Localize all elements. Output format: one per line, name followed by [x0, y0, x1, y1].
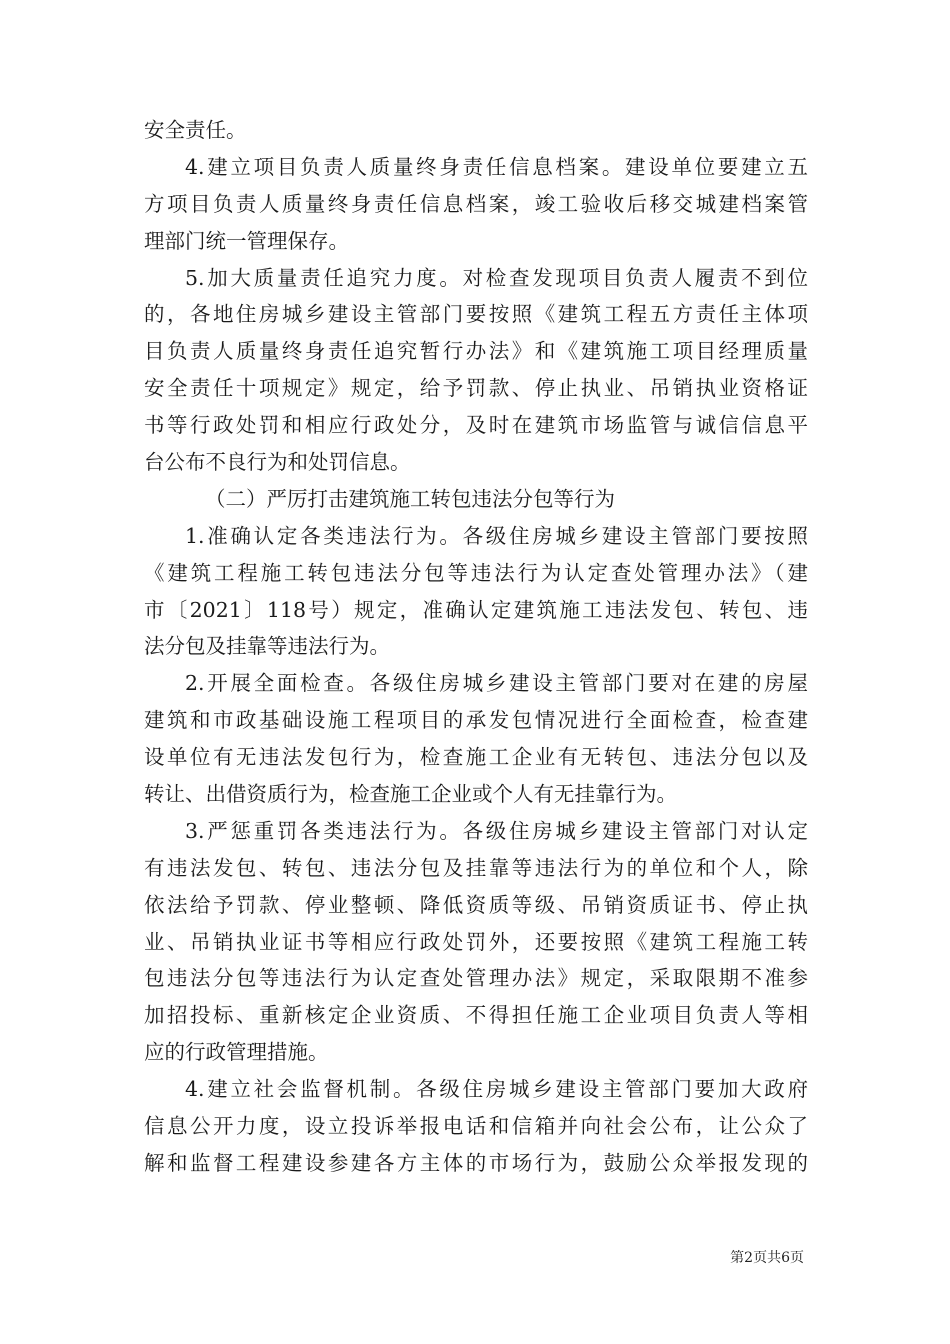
text-line: 加招投标、重新核定企业资质、不得担任施工企业项目负责人等相: [144, 1003, 808, 1028]
text-line: 1.准确认定各类违法行为。各级住房城乡建设主管部门要按照: [185, 523, 808, 548]
text-line: 5.加大质量责任追究力度。对检查发现项目负责人履责不到位: [185, 265, 808, 290]
section-heading: [144, 481, 808, 518]
text-line: 方项目负责人质量终身责任信息档案，竣工验收后移交城建档案管: [144, 191, 808, 216]
text-line: 信息公开力度，设立投诉举报电话和信箱并向社会公布，让公众了: [144, 1114, 808, 1139]
text-line: 2.开展全面检查。各级住房城乡建设主管部门要对在建的房屋: [185, 671, 808, 696]
text-line: 目负责人质量终身责任追究暂行办法》和《建筑施工项目经理质量: [144, 339, 808, 364]
text-line: 包违法分包等违法行为认定查处管理办法》规定，采取限期不准参: [144, 966, 808, 991]
text-line: 书等行政处罚和相应行政处分，及时在建筑市场监管与诚信信息平: [144, 413, 808, 438]
paragraph: [144, 149, 808, 260]
text-line: 理部门统一管理保存。: [144, 228, 349, 253]
section-heading-text: （二）严厉打击建筑施工转包违法分包等行为: [205, 486, 615, 511]
text-line: 安全责任十项规定》规定，给予罚款、停止执业、吊销执业资格证: [144, 376, 808, 401]
text-line: 3.严惩重罚各类违法行为。各级住房城乡建设主管部门对认定: [185, 818, 808, 843]
paragraph: [144, 260, 808, 481]
paragraph: [144, 112, 808, 149]
text-line: 台公布不良行为和处罚信息。: [144, 450, 411, 475]
text-line: 市〔2021〕118号）规定，准确认定建筑施工违法发包、转包、违: [144, 597, 808, 622]
text-line: 依法给予罚款、停业整顿、降低资质等级、吊销资质证书、停止执: [144, 892, 808, 917]
paragraph: [144, 665, 808, 813]
text-line: 4.建立项目负责人质量终身责任信息档案。建设单位要建立五: [185, 154, 808, 179]
text-line: 应的行政管理措施。: [144, 1040, 329, 1065]
text-line: 《建筑工程施工转包违法分包等违法行为认定查处管理办法》（建: [144, 560, 808, 585]
page-number: 第2页共6页: [730, 1250, 804, 1266]
text-line: 的，各地住房城乡建设主管部门要按照《建筑工程五方责任主体项: [144, 302, 808, 327]
document-body: [144, 112, 808, 1182]
text-line: 业、吊销执业证书等相应行政处罚外，还要按照《建筑工程施工转: [144, 929, 808, 954]
text-line: 设单位有无违法发包行为，检查施工企业有无转包、违法分包以及: [144, 745, 808, 770]
paragraph: [144, 813, 808, 1071]
text-line: 建筑和市政基础设施工程项目的承发包情况进行全面检查，检查建: [144, 708, 808, 733]
paragraph: [144, 1071, 808, 1182]
paragraph: [144, 518, 808, 666]
text-line: 安全责任。: [144, 118, 247, 142]
text-line: 解和监督工程建设参建各方主体的市场行为，鼓励公众举报发现的: [144, 1150, 808, 1175]
text-line: 4.建立社会监督机制。各级住房城乡建设主管部门要加大政府: [185, 1077, 808, 1102]
text-line: 法分包及挂靠等违法行为。: [144, 634, 390, 659]
text-line: 转让、出借资质行为，检查施工企业或个人有无挂靠行为。: [144, 782, 677, 807]
text-line: 有违法发包、转包、违法分包及挂靠等违法行为的单位和个人，除: [144, 855, 808, 880]
